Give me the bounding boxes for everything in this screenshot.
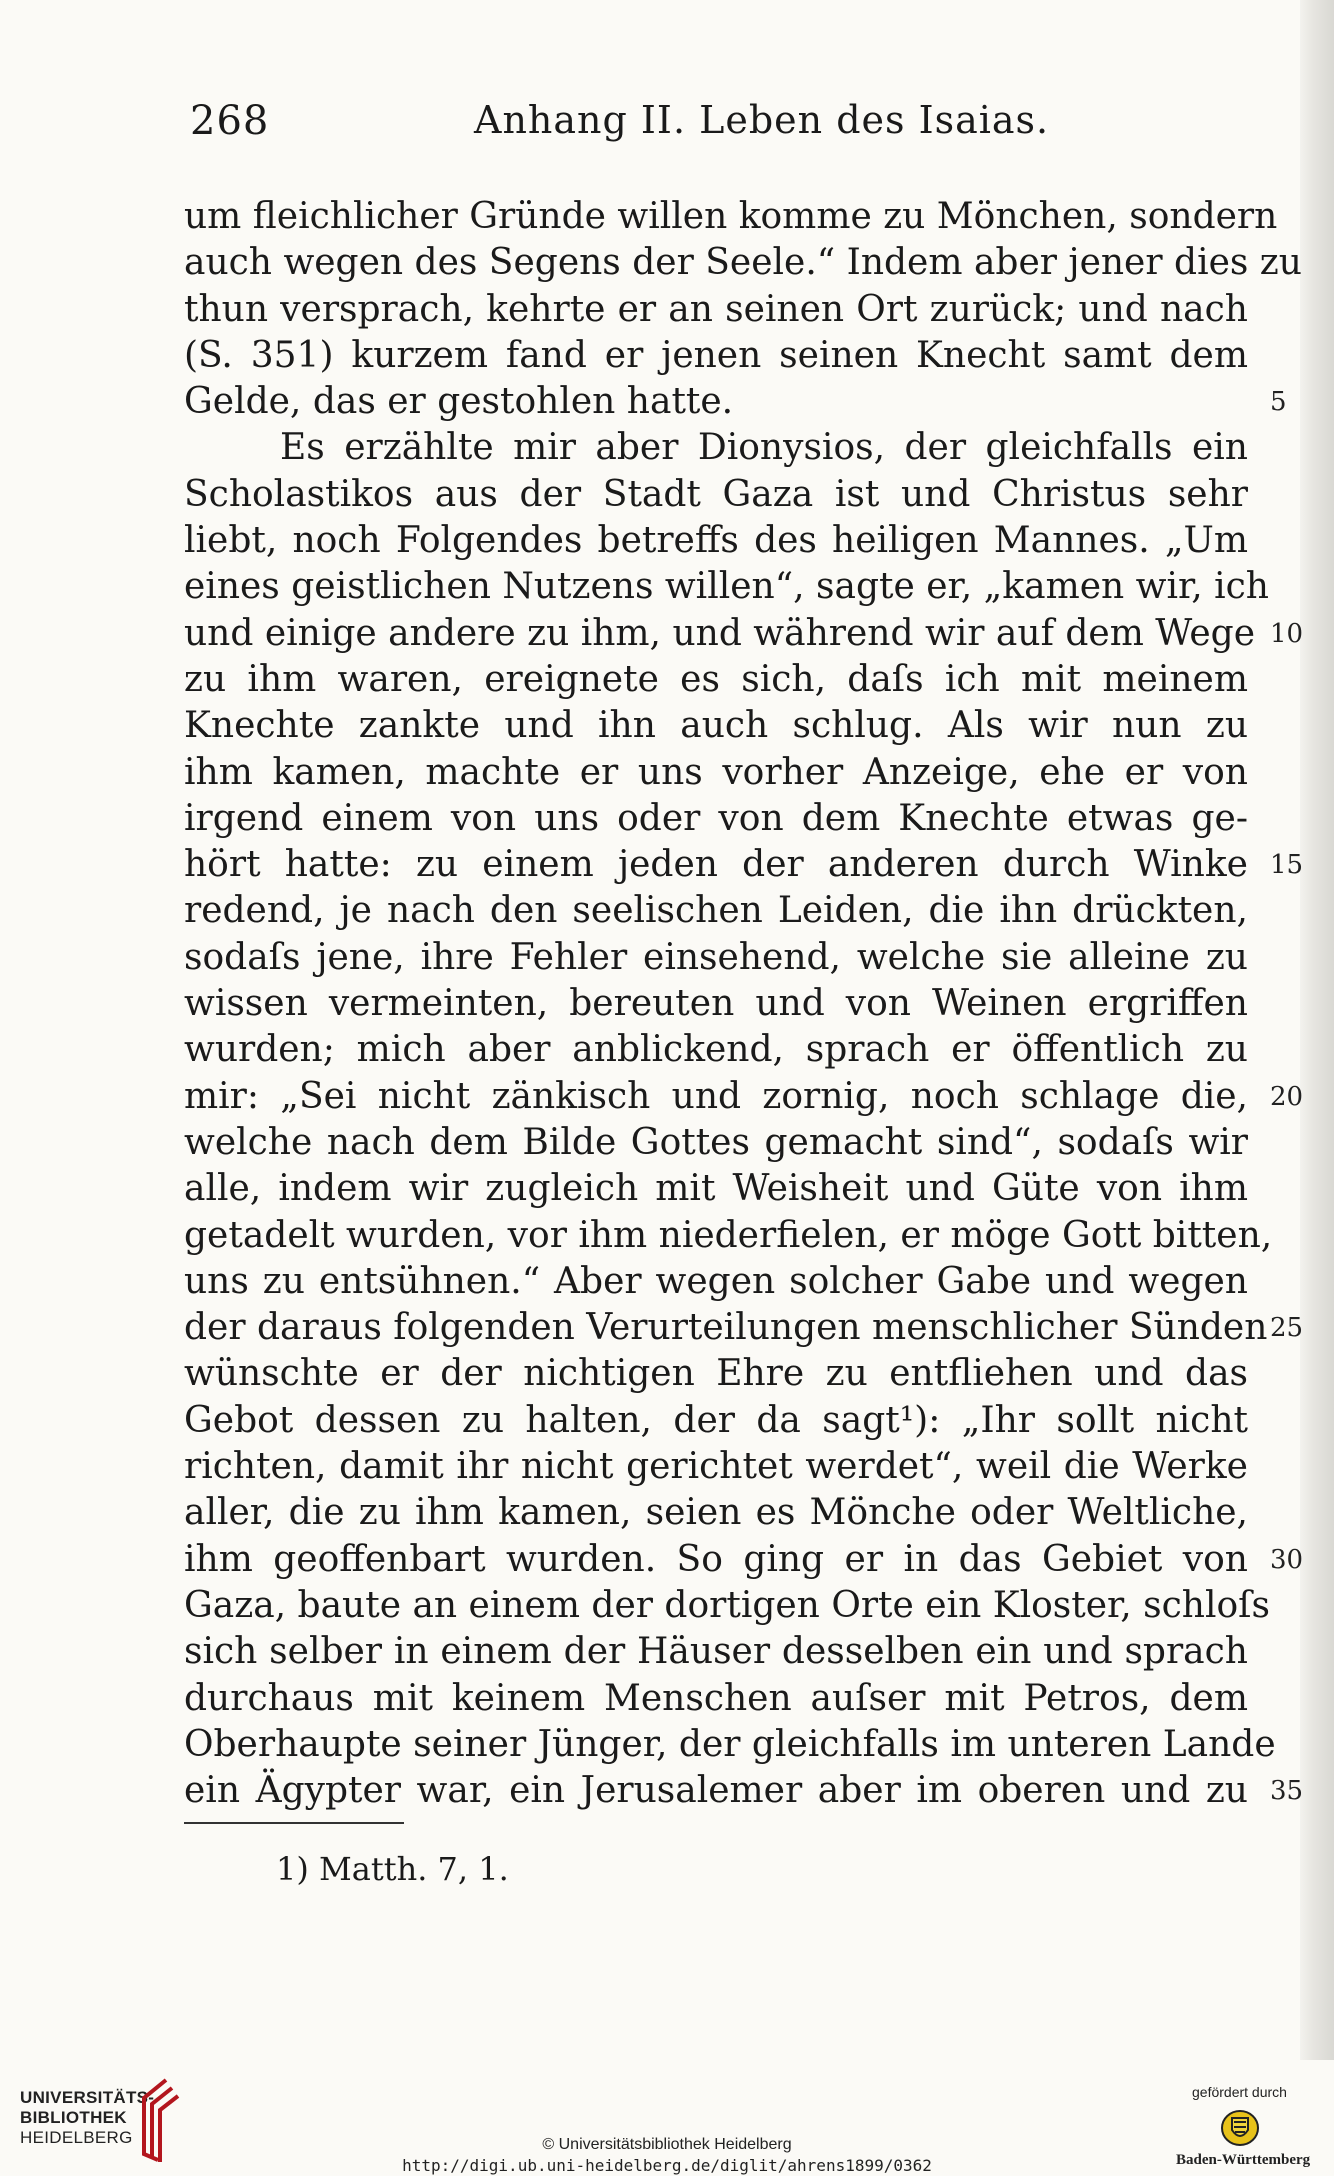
line-number: 10 xyxy=(1270,618,1304,649)
text-line: sodaſs jene, ihre Fehler einsehend, welche sie alleine zu xyxy=(184,936,1248,978)
text-line: Gebot dessen zu halten, der da sagt¹): „Ihr sollt nicht xyxy=(184,1399,1248,1441)
text-line: mir: „Sei nicht zänkisch und zornig, noch schlage die, 20 xyxy=(184,1074,1248,1120)
text-line: und einige andere zu ihm, und während wir auf dem Wege 10 xyxy=(184,611,1248,657)
text-line: wünschte er der nichtigen Ehre zu entfliehen und das xyxy=(184,1353,1248,1395)
text-line: wurden; mich aber anblickend, sprach er öffentlich zu xyxy=(184,1029,1248,1071)
text-line: thun versprach, kehrte er an seinen Ort zurück; und nach xyxy=(184,288,1248,330)
running-head: Anhang II. Leben des Isaias. xyxy=(474,98,1050,142)
text-line: ein Ägypter war, ein Jerusalemer aber im oberen und zu 35 xyxy=(184,1768,1248,1814)
permalink-url[interactable]: http://digi.ub.uni-heidelberg.de/diglit/ahrens1899/0362 xyxy=(402,2156,932,2175)
text-line: zu ihm waren, ereignete es sich, daſs ich mit meinem xyxy=(184,658,1248,700)
line-number: 35 xyxy=(1270,1776,1304,1807)
line-number: 25 xyxy=(1270,1313,1304,1344)
line-number: 30 xyxy=(1270,1544,1304,1575)
body-text xyxy=(184,194,1304,1814)
text-line: redend, je nach den seelischen Leiden, die ihn drückten, xyxy=(184,890,1248,932)
text-line: getadelt wurden, vor ihm niederfielen, er möge Gott bitten, xyxy=(184,1214,1273,1256)
text-line: alle, indem wir zugleich mit Weisheit und Güte von ihm xyxy=(184,1168,1248,1210)
text-line: eines geistlichen Nutzens willen“, sagte er, „kamen wir, ich xyxy=(184,566,1269,608)
page-header xyxy=(190,98,1050,158)
text-line: welche nach dem Bilde Gottes gemacht sind“, sodaſs wir xyxy=(184,1121,1248,1163)
text-line: Scholastikos aus der Stadt Gaza ist und Christus sehr xyxy=(184,473,1248,515)
text-line: ihm kamen, machte er uns vorher Anzeige, ehe er von xyxy=(184,751,1248,793)
text-line: durchaus mit keinem Menschen auſser mit Petros, dem xyxy=(184,1677,1248,1719)
text-line: (S. 351) kurzem fand er jenen seinen Knecht samt dem xyxy=(184,334,1248,376)
text-line: richten, damit ihr nicht gerichtet werdet“, weil die Werke xyxy=(184,1446,1248,1488)
text-line: um fleichlicher Gründe willen komme zu Mönchen, sondern xyxy=(184,196,1278,237)
library-name-line1: UNIVERSITÄTS- xyxy=(20,2088,155,2107)
line-number: 20 xyxy=(1270,1081,1304,1112)
sponsor-name: Baden-Württemberg xyxy=(1176,2152,1311,2168)
text-line: irgend einem von uns oder von dem Knechte etwas ge- xyxy=(184,797,1248,839)
line-number: 15 xyxy=(1270,850,1304,881)
line-number: 5 xyxy=(1270,387,1287,418)
library-name-line3: HEIDELBERG xyxy=(20,2128,133,2147)
text-line: uns zu entsühnen.“ Aber wegen solcher Gabe und wegen xyxy=(184,1260,1248,1302)
text-line: Es erzählte mir aber Dionysios, der gleichfalls ein xyxy=(280,427,1248,469)
text-line: wissen vermeinten, bereuten und von Weinen ergriffen xyxy=(184,983,1248,1025)
state-crest-icon xyxy=(1216,2108,1264,2148)
text-line: der daraus folgenden Verurteilungen menschlicher Sünden 25 xyxy=(184,1305,1248,1351)
text-line: Knechte zankte und ihn auch schlug. Als wir nun zu xyxy=(184,705,1248,747)
copyright-notice: © Universitätsbibliothek Heidelberg xyxy=(542,2136,792,2153)
footnote: 1) Matth. 7, 1. xyxy=(276,1850,509,1888)
text-line: liebt, noch Folgendes betreffs des heiligen Mannes. „Um xyxy=(184,520,1248,562)
text-line: sich selber in einem der Häuser desselben ein und sprach xyxy=(184,1631,1248,1673)
text-line: Gaza, baute an einem der dortigen Orte ein Kloster, schloſs xyxy=(184,1584,1270,1626)
text-line: Oberhaupte seiner Jünger, der gleichfalls im unteren Lande xyxy=(184,1723,1276,1765)
text-line: aller, die zu ihm kamen, seien es Mönche oder Weltliche, xyxy=(184,1492,1248,1534)
page-number: 268 xyxy=(190,98,270,144)
text-line: auch wegen des Segens der Seele.“ Indem aber jener dies zu xyxy=(184,242,1302,284)
text-line: hört hatte: zu einem jeden der anderen durch Winke 15 xyxy=(184,842,1248,888)
text-line: ihm geoffenbart wurden. So ging er in das Gebiet von 30 xyxy=(184,1537,1248,1583)
sponsor-label: gefördert durch xyxy=(1192,2084,1287,2100)
footnote-divider xyxy=(184,1822,404,1824)
page-edge-shadow xyxy=(1300,0,1334,2060)
library-name-line2: BIBLIOTHEK xyxy=(20,2108,127,2127)
text-line: Gelde, das er gestohlen hatte. 5 xyxy=(184,379,1248,425)
